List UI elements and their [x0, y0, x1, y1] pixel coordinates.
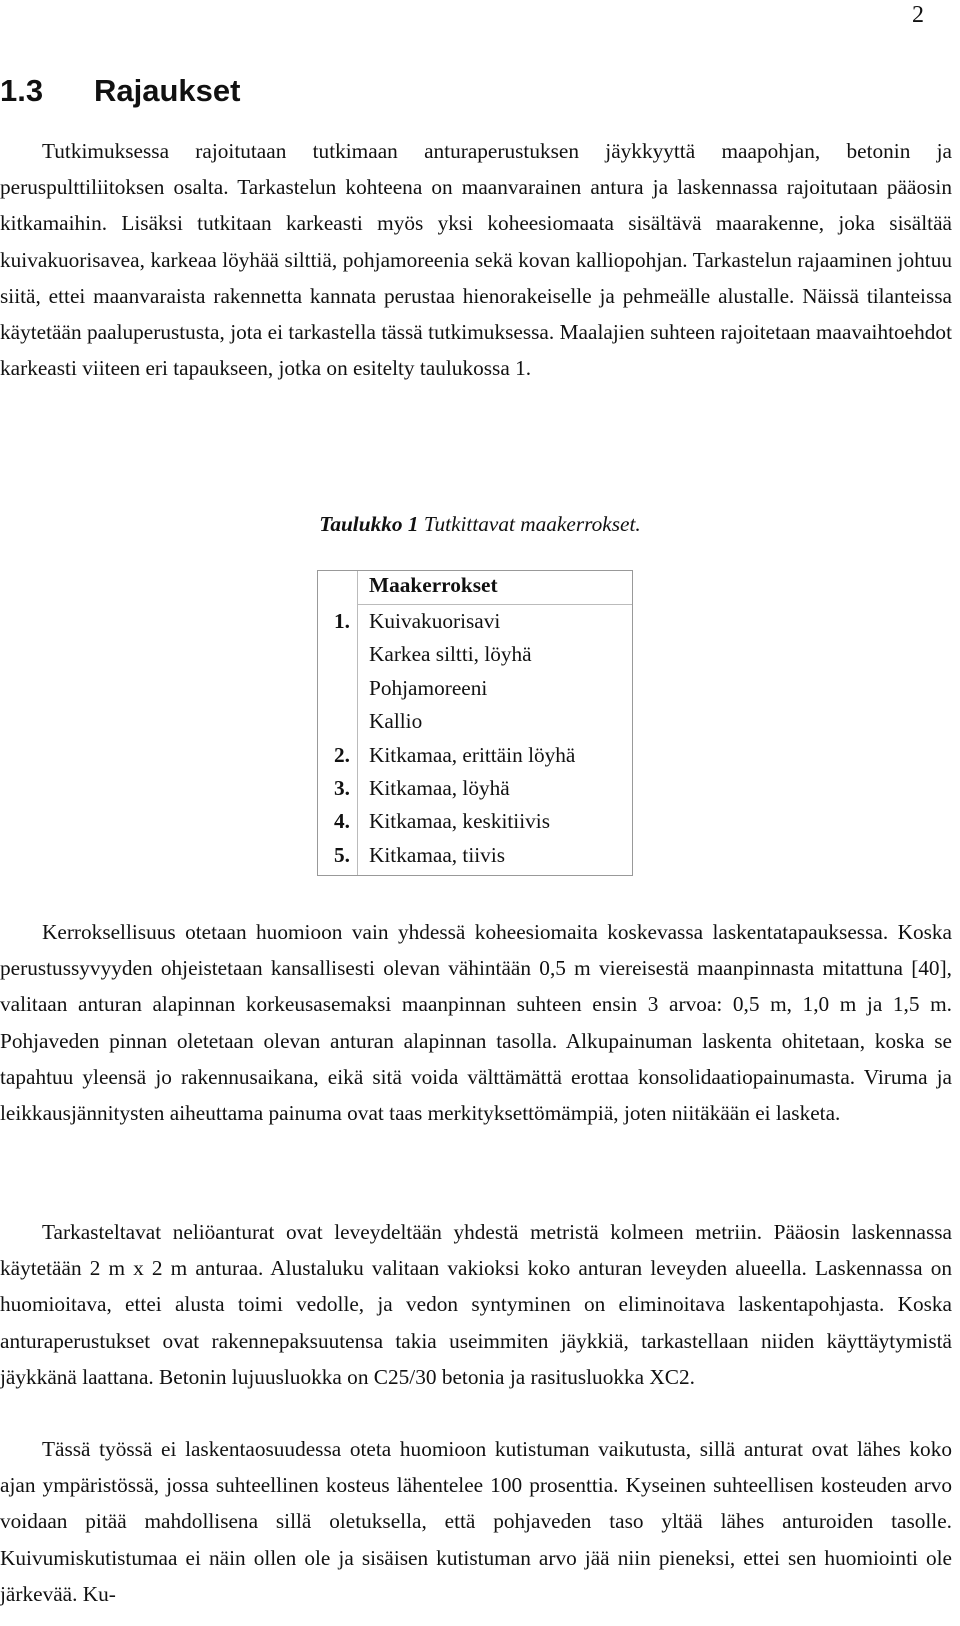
row-number: 5. — [334, 842, 350, 867]
table-caption — [0, 512, 960, 537]
row-name: Kallio — [369, 709, 423, 734]
table-row — [318, 739, 632, 772]
row-name: Kitkamaa, erittäin löyhä — [369, 742, 576, 767]
paragraph-1: Tutkimuksessa rajoitutaan tutkimaan anturaperustuksen jäykkyyttä maapohjan, betonin ja peruspulttiliitoksen osalta. Tarkastelun kohteena on maanvarainen antura ja laskennassa rajoitutaan pääosin kitkamaihin. Lisäksi tutkitaan karkeasti myös yksi koheesiomaata sisältävä maarakenne, joka sisältää kuivakuorisavea, karkeaa löyhää silttiä, pohjamoreenia sekä kovan kalliopohjan. Tarkastelun rajaaminen johtuu siitä, ettei maanvaraista rakennetta kannata perustaa hienorakeiselle ja pehmeälle alustalle. Näissä tilanteissa käytetään paaluperustusta, jota ei tarkastella tässä tutkimuksessa. Maalajien suhteen rajoitetaan maavaihtoehdot karkeasti viiteen eri tapaukseen, jotka on esitelty taulukossa 1. — [0, 139, 952, 381]
paragraph-3: Tarkasteltavat neliöanturat ovat leveydeltään yhdestä metristä kolmeen metriin. Pääosin laskennassa käytetään 2 m x 2 m anturaa. Alustaluku valitaan vakioksi koko anturan leveyden alueella. Laskennassa on huomioitava, ettei alusta toimi vedolle, ja vedon syntyminen on eliminoitava laskentapohjasta. Koska anturaperustukset ovat rakennepaksuutensa takia useimmiten jäykkiä, tarkastellaan niiden käyttäytymistä jäykkänä laattana. Betonin lujuusluokka on C25/30 betonia ja rasitusluokka XC2. — [0, 1220, 952, 1389]
table-row — [318, 805, 632, 838]
row-name: Kuivakuorisavi — [369, 609, 501, 633]
table-row — [318, 672, 632, 705]
section-title: Rajaukset — [94, 73, 241, 108]
row-number: 2. — [334, 742, 350, 767]
paragraph-2: Kerroksellisuus otetaan huomioon vain yhdessä koheesiomaita koskevassa laskentatapauksessa. Koska perustussyvyyden ohjeistetaan kansallisesti olevan vähintään 0,5 m viereisestä maanpinnasta mitattuna [40], valitaan anturan alapinnan korkeusasemaksi maanpinnan suhteen ensin 3 arvoa: 0,5 m, 1,0 m ja 1,5 m. Pohjaveden pinnan oletetaan olevan anturan alapinnan tasolla. Alkupainuman laskenta ohitetaan, koska se tapahtuu yleensä jo rakennusaikana, eikä sitä voida välttämättä erottaa konsolidaatiopainumasta. Viruma ja leikkausjännitysten aiheuttama painuma ovat taas merkityksettömämpiä, joten niitäkään ei lasketa. — [0, 920, 952, 1126]
table-row — [318, 772, 632, 805]
table-row — [318, 605, 632, 638]
table-rows — [318, 605, 632, 872]
row-name: Kitkamaa, löyhä — [369, 775, 510, 800]
row-name: Karkea siltti, löyhä — [369, 642, 532, 667]
row-number: 1. — [334, 609, 350, 633]
table-caption-label: Taulukko 1 — [319, 512, 419, 536]
table-header: Maakerrokset — [369, 573, 498, 597]
row-name: Pohjamoreeni — [369, 675, 488, 700]
soil-layer-table — [317, 570, 633, 876]
table-row — [318, 839, 632, 872]
section-number: 1.3 — [0, 73, 44, 108]
row-name: Kitkamaa, keskitiivis — [369, 809, 550, 834]
row-number: 4. — [334, 809, 350, 834]
row-number: 3. — [334, 775, 350, 800]
paragraph-4: Tässä työssä ei laskentaosuudessa oteta huomioon kutistuman vaikutusta, sillä anturat ovat lähes koko ajan ympäristössä, jossa suhteellinen kosteus lähentelee 100 prosenttia. Kyseinen suhteellisen kosteuden arvo voidaan pitää mahdollisena sillä oletuksella, että pohjaveden taso yltää lähes anturoiden tasolle. Kuivumiskutistumaa ei näin ollen ole ja sisäisen kutistuman arvo jää niin pieneksi, ettei sen huomiointi ole järkevää. Ku- — [0, 1437, 952, 1606]
table-row — [318, 705, 632, 738]
table-row — [318, 638, 632, 671]
table-caption-text: Tutkittavat maakerrokset. — [423, 512, 641, 536]
row-name: Kitkamaa, tiivis — [369, 842, 506, 867]
page-number: 2 — [912, 2, 924, 28]
section-heading — [0, 73, 240, 109]
